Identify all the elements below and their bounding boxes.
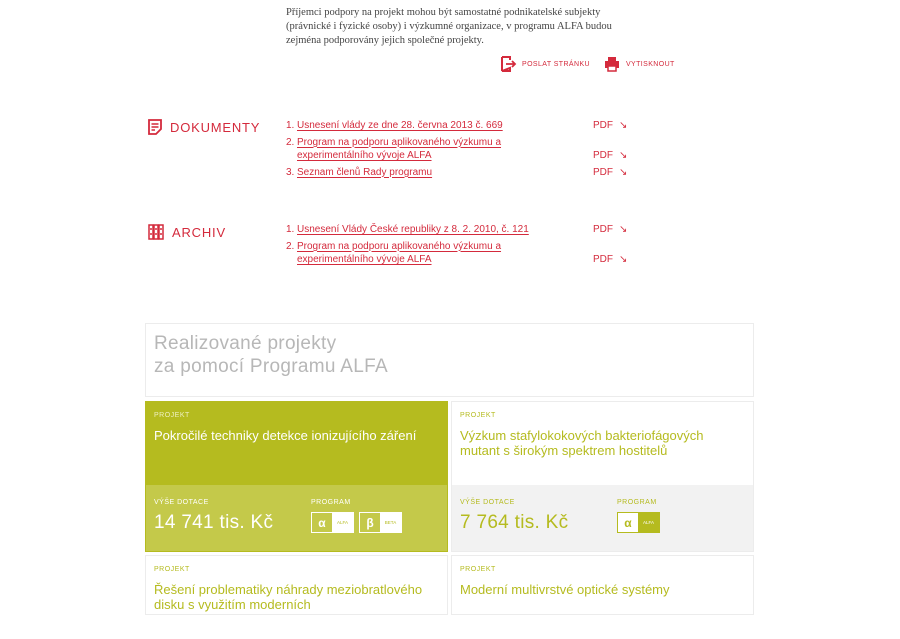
project-amount: 14 741 tis. Kč — [154, 512, 274, 533]
badge-name: ALFA — [638, 513, 659, 532]
archive-heading — [148, 224, 226, 240]
intro-text: Příjemci podpory na projekt mohou být samostatné podnikatelské subjekty (právnické i fyzické osoby) i výzkumné organizace, v programu ALFA budou zejména podporovány jejich společné projekty. — [286, 7, 612, 46]
alpha-icon: α — [618, 513, 638, 532]
program-label: PROGRAM — [311, 499, 351, 506]
project-card[interactable] — [145, 401, 448, 552]
pdf-download-link[interactable] — [593, 223, 627, 237]
pdf-download-link[interactable] — [593, 166, 627, 180]
pdf-download-link[interactable] — [593, 149, 627, 163]
archive-list — [286, 223, 626, 267]
projects-heading-line1: Realizované projekty — [154, 333, 337, 354]
project-label: PROJEKT — [154, 566, 190, 573]
project-title: Řešení problematiky náhrady meziobratlového disku s využitím moderních — [154, 582, 423, 612]
program-badge-alfa[interactable] — [617, 512, 660, 533]
document-number: 2. — [286, 136, 295, 148]
document-icon — [148, 119, 162, 135]
project-card[interactable] — [451, 555, 754, 615]
archive-number: 2. — [286, 240, 295, 252]
archive-item — [286, 223, 626, 237]
document-item — [286, 136, 626, 163]
archive-number: 1. — [286, 224, 295, 235]
pdf-download-link[interactable] — [593, 253, 627, 267]
project-card[interactable] — [451, 401, 754, 552]
archive-title: ARCHIV — [172, 224, 226, 240]
send-page-button[interactable] — [500, 56, 590, 72]
project-title: Výzkum stafylokokových bakteriofágových mutant s širokým spektrem hostitelů — [460, 428, 704, 458]
archive-link[interactable]: Usnesení Vlády České republiky z 8. 2. 2010, č. 121 — [297, 224, 529, 235]
document-link[interactable]: Program na podporu aplikovaného výzkumu a experimentálního vývoje ALFA — [297, 136, 502, 161]
send-page-label: POSLAT STRÁNKU — [522, 60, 590, 68]
pdf-label: PDF — [593, 254, 613, 265]
arrow-down-right-icon: ↘ — [619, 254, 628, 265]
documents-list — [286, 119, 626, 179]
project-label: PROJEKT — [460, 412, 496, 419]
amount-label: VÝŠE DOTACE — [154, 499, 209, 506]
document-link[interactable]: Usnesení vlády ze dne 28. června 2013 č. 669 — [297, 120, 503, 131]
arrow-down-right-icon: ↘ — [619, 166, 628, 178]
pdf-label: PDF — [593, 120, 613, 131]
pdf-download-link[interactable] — [593, 119, 627, 133]
page-actions — [500, 56, 675, 72]
archive-link[interactable]: Program na podporu aplikovaného výzkumu a experimentálního vývoje ALFA — [297, 240, 502, 265]
documents-title: DOKUMENTY — [170, 119, 261, 135]
project-title: Moderní multivrstvé optické systémy — [460, 582, 670, 597]
project-label: PROJEKT — [460, 566, 496, 573]
arrow-down-right-icon: ↘ — [619, 150, 628, 161]
badge-name: ALFA — [332, 513, 353, 532]
arrow-down-right-icon: ↘ — [619, 224, 628, 235]
document-number: 3. — [286, 166, 295, 178]
projects-heading-box — [145, 323, 754, 397]
amount-label: VÝŠE DOTACE — [460, 499, 515, 506]
project-amount: 7 764 tis. Kč — [460, 512, 569, 533]
archive-item — [286, 240, 626, 267]
pdf-label: PDF — [593, 166, 613, 178]
arrow-down-right-icon: ↘ — [619, 120, 628, 131]
program-badge-beta[interactable] — [359, 512, 402, 533]
pdf-label: PDF — [593, 224, 613, 235]
project-title: Pokročilé techniky detekce ionizujícího záření — [154, 428, 417, 443]
document-number: 1. — [286, 120, 295, 131]
print-label: VYTISKNOUT — [625, 60, 675, 68]
program-badges — [311, 512, 402, 533]
project-card[interactable] — [145, 555, 448, 615]
program-badges — [617, 512, 660, 533]
beta-icon: β — [366, 515, 374, 530]
document-link[interactable]: Seznam členů Rady programu — [297, 166, 433, 178]
project-label: PROJEKT — [154, 412, 190, 419]
program-badge-alfa[interactable] — [311, 512, 354, 533]
alpha-icon: α — [318, 515, 326, 530]
projects-heading-line2: za pomocí Programu ALFA — [154, 356, 388, 377]
documents-heading — [148, 119, 260, 135]
badge-name: BETA — [380, 513, 401, 532]
printer-icon — [604, 56, 620, 72]
document-item — [286, 119, 626, 133]
pdf-label: PDF — [593, 150, 613, 161]
document-item — [286, 166, 626, 180]
print-button[interactable] — [604, 56, 675, 72]
program-label: PROGRAM — [617, 499, 657, 506]
send-icon — [500, 56, 516, 72]
archive-binders-icon — [148, 224, 164, 240]
